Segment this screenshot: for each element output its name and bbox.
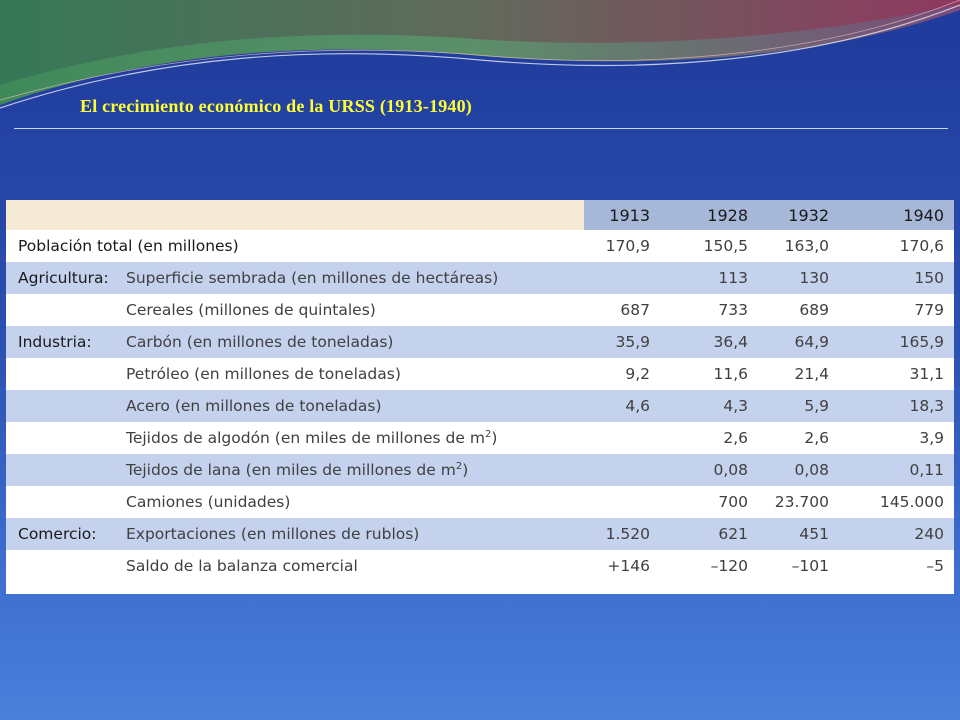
value-cell: 170,9 (584, 230, 660, 262)
value-cell: 0,08 (660, 454, 758, 486)
row-label-text: Carbón (en millones de toneladas) (126, 333, 394, 351)
value-cell: 150,5 (660, 230, 758, 262)
value-cell: 9,2 (584, 358, 660, 390)
value-cell: 689 (758, 294, 839, 326)
row-label-text: Camiones (unidades) (126, 493, 291, 511)
value-cell: 170,6 (839, 230, 954, 262)
table-row (6, 422, 954, 454)
row-category (6, 230, 584, 262)
value-cell: 700 (660, 486, 758, 518)
row-category (6, 454, 123, 486)
value-cell: 733 (660, 294, 758, 326)
value-cell: 687 (584, 294, 660, 326)
value-cell: 3,9 (839, 422, 954, 454)
value-cell: –101 (758, 550, 839, 582)
row-label-end: ) (462, 461, 469, 480)
row-label (123, 390, 584, 422)
row-category (6, 390, 123, 422)
row-label-text: Acero (en millones de toneladas) (126, 397, 382, 415)
row-label-text: Saldo de la balanza comercial (126, 557, 358, 575)
value-cell: 150 (839, 262, 954, 294)
table-row (6, 518, 954, 550)
row-label (123, 326, 584, 358)
row-label-text: Cereales (millones de quintales) (126, 301, 376, 319)
value-cell: 779 (839, 294, 954, 326)
value-cell: 2,6 (660, 422, 758, 454)
superscript: 2 (455, 460, 463, 472)
row-label: (en millones) (132, 237, 239, 255)
row-label-text: Tejidos de lana (en miles de millones de m (126, 461, 456, 480)
economic-growth-table (6, 200, 954, 594)
value-cell: 0,08 (758, 454, 839, 486)
year-header: 1932 (758, 200, 839, 230)
row-label (123, 550, 584, 582)
row-category: Agricultura: (6, 262, 123, 294)
table-row (6, 230, 954, 262)
table-header-row (6, 200, 954, 230)
year-header: 1940 (839, 200, 954, 230)
row-label (123, 358, 584, 390)
value-cell: 5,9 (758, 390, 839, 422)
table-row (6, 358, 954, 390)
value-cell: 2,6 (758, 422, 839, 454)
table-row (6, 390, 954, 422)
table-row (6, 550, 954, 582)
row-label (123, 294, 584, 326)
value-cell: 165,9 (839, 326, 954, 358)
value-cell: 23.700 (758, 486, 839, 518)
header-blank-cell (123, 200, 584, 230)
row-label-text: Superficie sembrada (en millones de hectáreas) (126, 269, 499, 287)
value-cell: 1.520 (584, 518, 660, 550)
value-cell: –5 (839, 550, 954, 582)
header-blank-cell (6, 200, 123, 230)
row-category (6, 294, 123, 326)
row-category (6, 358, 123, 390)
value-cell (584, 262, 660, 294)
value-cell: 36,4 (660, 326, 758, 358)
value-cell: 0,11 (839, 454, 954, 486)
value-cell: 145.000 (839, 486, 954, 518)
value-cell: 11,6 (660, 358, 758, 390)
row-label-text: Exportaciones (en millones de rublos) (126, 525, 420, 543)
table-body (6, 230, 954, 582)
value-cell: 4,6 (584, 390, 660, 422)
row-category: Comercio: (6, 518, 123, 550)
value-cell: 113 (660, 262, 758, 294)
value-cell: +146 (584, 550, 660, 582)
table-row (6, 454, 954, 486)
value-cell: 31,1 (839, 358, 954, 390)
value-cell (584, 422, 660, 454)
value-cell: 621 (660, 518, 758, 550)
value-cell: –120 (660, 550, 758, 582)
row-label (123, 422, 584, 454)
table-row (6, 486, 954, 518)
superscript: 2 (484, 428, 492, 440)
row-label (123, 454, 584, 486)
table-row (6, 294, 954, 326)
row-label (123, 486, 584, 518)
value-cell: 21,4 (758, 358, 839, 390)
slide-title: El crecimiento económico de la URSS (1913-1940) (80, 96, 473, 116)
table-row (6, 262, 954, 294)
row-label (123, 518, 584, 550)
row-category (6, 422, 123, 454)
year-header: 1928 (660, 200, 758, 230)
value-cell: 4,3 (660, 390, 758, 422)
year-header: 1913 (584, 200, 660, 230)
title-underline (14, 128, 948, 129)
value-cell: 130 (758, 262, 839, 294)
value-cell: 18,3 (839, 390, 954, 422)
row-label-text: Tejidos de algodón (en miles de millones de m (126, 429, 485, 448)
row-label (123, 262, 584, 294)
value-cell: 240 (839, 518, 954, 550)
row-label-main: Población total (18, 237, 133, 255)
row-category (6, 486, 123, 518)
table-row (6, 326, 954, 358)
row-label-text: Petróleo (en millones de toneladas) (126, 365, 401, 383)
value-cell (584, 454, 660, 486)
row-category: Industria: (6, 326, 123, 358)
value-cell: 163,0 (758, 230, 839, 262)
row-label-end: ) (491, 429, 498, 448)
value-cell: 35,9 (584, 326, 660, 358)
data-table (6, 200, 954, 582)
value-cell: 64,9 (758, 326, 839, 358)
value-cell (584, 486, 660, 518)
row-category (6, 550, 123, 582)
value-cell: 451 (758, 518, 839, 550)
